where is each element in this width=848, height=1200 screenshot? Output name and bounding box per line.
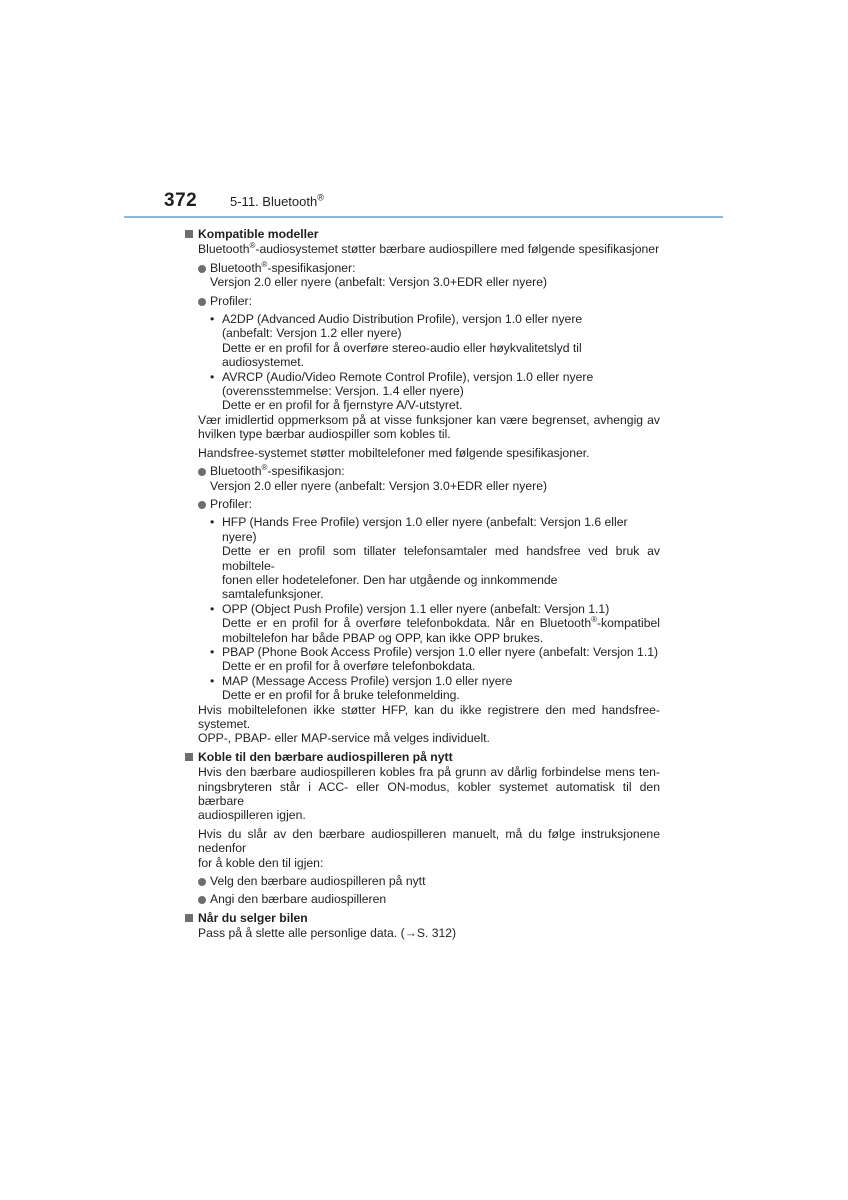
round-bullet-icon [198, 298, 206, 306]
round-bullet-icon [198, 878, 206, 886]
round-bullet-icon [198, 501, 206, 509]
list-item-hf-profiles: Profiler: [198, 497, 660, 511]
heading-kompatible-modeller: Kompatible modeller [185, 227, 660, 241]
list-item-set-player: Angi den bærbare audiospilleren [198, 892, 660, 906]
paragraph-audio-intro: Bluetooth®-audiosystemet støtter bærbare audiospillere med følgende spesifikasjoner [198, 241, 660, 257]
page-content [185, 227, 660, 945]
square-bullet-icon [185, 753, 193, 761]
page-header [164, 190, 724, 216]
round-bullet-icon [198, 265, 206, 273]
heading-nar-du-selger-bilen: Når du selger bilen [185, 911, 660, 925]
profile-pbap: • PBAP (Phone Book Access Profile) versjon 1.0 eller nyere (anbefalt: Versjon 1.1) Dette er en profil for å overføre telefonbokdata. [210, 644, 659, 674]
paragraph-delete-data: Pass på å slette alle personlige data. (→S. 312) [198, 926, 457, 941]
round-bullet-icon [198, 896, 206, 904]
paragraph-reconnect-auto: Hvis den bærbare audiospilleren kobles fra på grunn av dårlig forbindelse mens ten- ningsbryteren står i ACC- eller ON-modus, kobler systemet automatisk til den bærbare audiospilleren igjen. [198, 765, 660, 823]
square-bullet-icon [185, 914, 193, 922]
list-item-select-player: Velg den bærbare audiospilleren på nytt [198, 874, 660, 888]
list-item-hf-bluetooth-spec: Bluetooth®-spesifikasjon: Versjon 2.0 eller nyere (anbefalt: Versjon 3.0+EDR eller nyere) [198, 464, 660, 493]
paragraph-handsfree-intro: Handsfree-systemet støtter mobiltelefoner med følgende spesifikasjoner. [198, 445, 590, 460]
section-title: 5-11. Bluetooth® [230, 192, 324, 209]
profile-avrcp: • AVRCP (Audio/Video Remote Control Profile), versjon 1.0 eller nyere (overensstemmelse: Versjon. 1.4 eller nyere) Dette er en profil for å fjernstyre A/V-utstyret. [210, 369, 594, 413]
paragraph-hfp-note: Hvis mobiltelefonen ikke støtter HFP, kan du ikke registrere den med handsfree-systemet. OPP-, PBAP- eller MAP-service må velges individuelt. [198, 702, 660, 746]
list-item-bluetooth-spec: Bluetooth®-spesifikasjoner: Versjon 2.0 eller nyere (anbefalt: Versjon 3.0+EDR eller nyere) [198, 261, 660, 290]
round-bullet-icon [198, 468, 206, 476]
profile-opp: • OPP (Object Push Profile) versjon 1.1 eller nyere (anbefalt: Versjon 1.1) Dette er en profil for å overføre telefonbokdata. Når en Bluetooth®-kompatibel mobiltelefon har både PBAP og OPP, kan ikke OPP brukes. [210, 601, 660, 645]
heading-koble-til-pa-nytt: Koble til den bærbare audiospilleren på nytt [185, 750, 660, 764]
page-number: 372 [164, 190, 198, 211]
paragraph-reconnect-manual: Hvis du slår av den bærbare audiospilleren manuelt, må du følge instruksjonene nedenfor for å koble den til igjen: [198, 826, 660, 870]
profile-map: • MAP (Message Access Profile) versjon 1.0 eller nyere Dette er en profil for å bruke telefonmelding. [210, 673, 513, 703]
list-item-profiles: Profiler: [198, 294, 660, 308]
profile-hfp: • HFP (Hands Free Profile) versjon 1.0 eller nyere (anbefalt: Versjon 1.6 eller nyere) Dette er en profil som tillater telefonsamtaler med handsfree ved bruk av mobiltele- fonen eller hodetelefoner. Den har utgående og innkommende samtalefunksjoner. [210, 515, 660, 602]
header-rule [124, 216, 723, 218]
paragraph-limitation-note: Vær imidlertid oppmerksom på at visse funksjoner kan være begrenset, avhengig av hvilken type bærbar audiospiller som kobles til. [198, 412, 660, 442]
profile-a2dp: • A2DP (Advanced Audio Distribution Profile), versjon 1.0 eller nyere (anbefalt: Versjon 1.2 eller nyere) Dette er en profil for å overføre stereo-audio eller høykvalitetslyd til audiosystemet. [210, 312, 583, 370]
square-bullet-icon [185, 230, 193, 238]
